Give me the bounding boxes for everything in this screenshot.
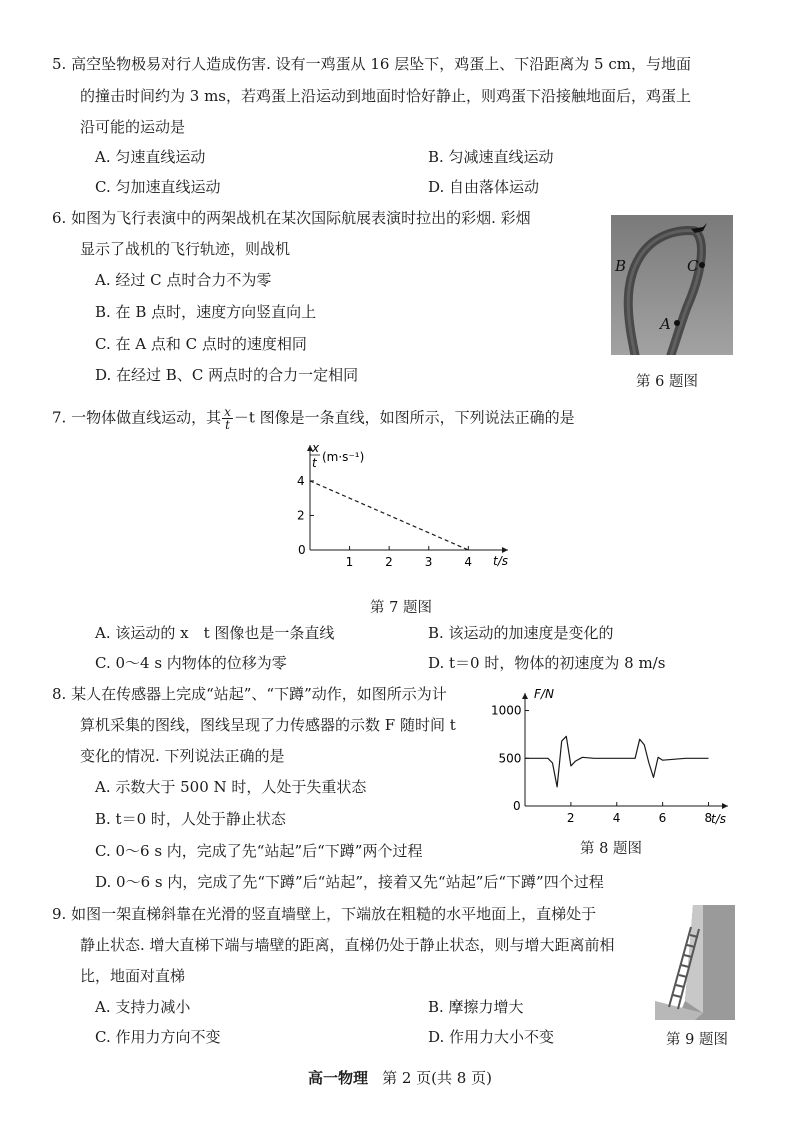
q8-y-tick-label: 500 <box>498 751 522 766</box>
q6-stem-line2: 显示了战机的飞行轨迹，则战机 <box>80 240 291 258</box>
q6-option-c: C. 在 A 点和 C 点时的速度相同 <box>95 335 307 353</box>
footer-page-number: 第 2 页(共 8 页) <box>382 1069 492 1087</box>
q7-x-tick-label: 4 <box>464 555 472 569</box>
q8-chart <box>480 686 740 826</box>
q7-x-tick-label: 1 <box>345 555 354 569</box>
wall-face <box>685 905 703 1013</box>
q7-chart-series <box>310 481 468 550</box>
q5-option-d: D. 自由落体运动 <box>428 178 540 196</box>
q8-x-tick-label: 6 <box>658 811 667 825</box>
q8-x-tick-label: 4 <box>612 811 621 825</box>
q7-frac-num: x <box>224 405 231 419</box>
q6-option-d: D. 在经过 B、C 两点时的合力一定相同 <box>95 366 359 384</box>
q8-y-axis-arrow <box>522 693 528 699</box>
q7-y-frac-den: t <box>312 456 317 470</box>
q9-ladder-figure <box>655 905 735 1020</box>
q7-y-unit: (m·s⁻¹) <box>322 450 365 464</box>
q8-chart-axes <box>522 693 728 809</box>
q9-option-c: C. 作用力方向不变 <box>95 1028 221 1046</box>
q8-option-c: C. 0～6 s 内，完成了先“站起”后“下蹲”两个过程 <box>95 842 423 860</box>
q8-x-axis-arrow <box>722 803 728 809</box>
q8-y-unit: F/N <box>534 687 554 701</box>
q8-x-tick-label: 8 <box>704 811 713 825</box>
q7-data-line <box>310 481 468 550</box>
q7-stem-fraction <box>222 406 233 431</box>
q7-option-a: A. 该运动的 x t 图像也是一条直线 <box>95 624 335 642</box>
q7-x-unit: t/s <box>493 554 508 568</box>
q7-option-b: B. 该运动的加速度是变化的 <box>428 624 614 642</box>
wall-shade <box>677 905 735 1020</box>
q8-option-b: B. t＝0 时，人处于静止状态 <box>95 810 286 828</box>
q8-chart-series <box>525 736 709 787</box>
q8-y-tick-label: 1000 <box>491 703 522 718</box>
q8-x-unit: t/s <box>711 812 726 826</box>
q7-option-c: C. 0～4 s 内物体的位移为零 <box>95 654 287 672</box>
q5-stem-line2: 的撞击时间约为 3 ms，若鸡蛋上沿运动到地面时恰好静止，则鸡蛋下沿接触地面后，鸡蛋上 <box>80 87 692 105</box>
q5-stem-line3: 沿可能的运动是 <box>80 118 186 136</box>
q8-stem-line2: 算机采集的图线，图线呈现了力传感器的示数 F 随时间 t <box>80 716 456 734</box>
q6-label-b: B <box>615 257 627 275</box>
q5-stem-line1: 5. 高空坠物极易对行人造成伤害. 设有一鸡蛋从 16 层坠下，鸡蛋上、下沿距离为 5 cm，与地面 <box>52 55 691 73</box>
q6-smoke-trail <box>611 215 733 355</box>
q8-stem-line1: 8. 某人在传感器上完成“站起”、“下蹲”动作，如图所示为计 <box>52 685 447 703</box>
q8-stem-line3: 变化的情况. 下列说法正确的是 <box>80 747 285 765</box>
q6-figure-photo <box>611 215 733 355</box>
q7-frac-den: t <box>225 418 230 432</box>
q6-stem-line1: 6. 如图为飞行表演中的两架战机在某次国际航展表演时拉出的彩烟. 彩烟 <box>52 209 531 227</box>
q7-x-tick-label: 3 <box>424 555 433 569</box>
q7-x-axis-arrow <box>502 547 508 553</box>
q6-label-c: C <box>687 257 699 275</box>
q7-y-tick-label: 2 <box>297 508 305 523</box>
q6-option-a: A. 经过 C 点时合力不为零 <box>95 271 272 289</box>
q7-stem-post: －t 图像是一条直线，如图所示，下列说法正确的是 <box>233 408 575 427</box>
q7-option-d: D. t＝0 时，物体的初速度为 8 m/s <box>428 654 666 672</box>
q7-caption: 第 7 题图 <box>370 600 432 616</box>
q6-label-a: A <box>660 315 671 333</box>
q9-option-b: B. 摩擦力增大 <box>428 998 524 1016</box>
q7-x-tick-label: 0 <box>298 543 306 557</box>
q8-option-a: A. 示数大于 500 N 时，人处于失重状态 <box>95 778 367 796</box>
q7-y-tick-label: 4 <box>297 473 305 488</box>
q9-stem-line3: 比，地面对直梯 <box>80 967 186 985</box>
footer-subject: 高一物理 <box>308 1069 369 1087</box>
q6-option-b: B. 在 B 点时，速度方向竖直向上 <box>95 303 317 321</box>
q7-chart-ticks <box>297 474 472 569</box>
q7-chart <box>270 440 520 580</box>
q8-chart-ticks <box>491 704 712 825</box>
q8-origin-label: 0 <box>513 799 521 813</box>
q5-option-b: B. 匀减速直线运动 <box>428 148 554 166</box>
q6-caption: 第 6 题图 <box>636 374 698 390</box>
q8-x-tick-label: 2 <box>566 811 575 825</box>
q5-option-a: A. 匀速直线运动 <box>95 148 206 166</box>
q5-option-c: C. 匀加速直线运动 <box>95 178 221 196</box>
q7-stem-pre: 7. 一物体做直线运动，其 <box>52 408 222 427</box>
q7-stem <box>52 406 575 431</box>
q8-force-curve <box>525 736 709 787</box>
page-footer <box>0 1067 800 1088</box>
q9-caption: 第 9 题图 <box>666 1032 728 1048</box>
q7-x-tick-label: 2 <box>385 555 393 569</box>
q9-stem-line2: 静止状态. 增大直梯下端与墙壁的距离，直梯仍处于静止状态，则与增大距离前相 <box>80 936 615 954</box>
q7-y-frac-num: x <box>312 441 320 455</box>
q9-option-a: A. 支持力减小 <box>95 998 191 1016</box>
q8-caption: 第 8 题图 <box>580 841 642 857</box>
q9-option-d: D. 作用力大小不变 <box>428 1028 555 1046</box>
q9-stem-line1: 9. 如图一架直梯斜靠在光滑的竖直墙壁上，下端放在粗糙的水平地面上，直梯处于 <box>52 905 597 923</box>
q8-option-d: D. 0～6 s 内，完成了先“下蹲”后“站起”，接着又先“站起”后“下蹲”四个过程 <box>95 873 604 891</box>
